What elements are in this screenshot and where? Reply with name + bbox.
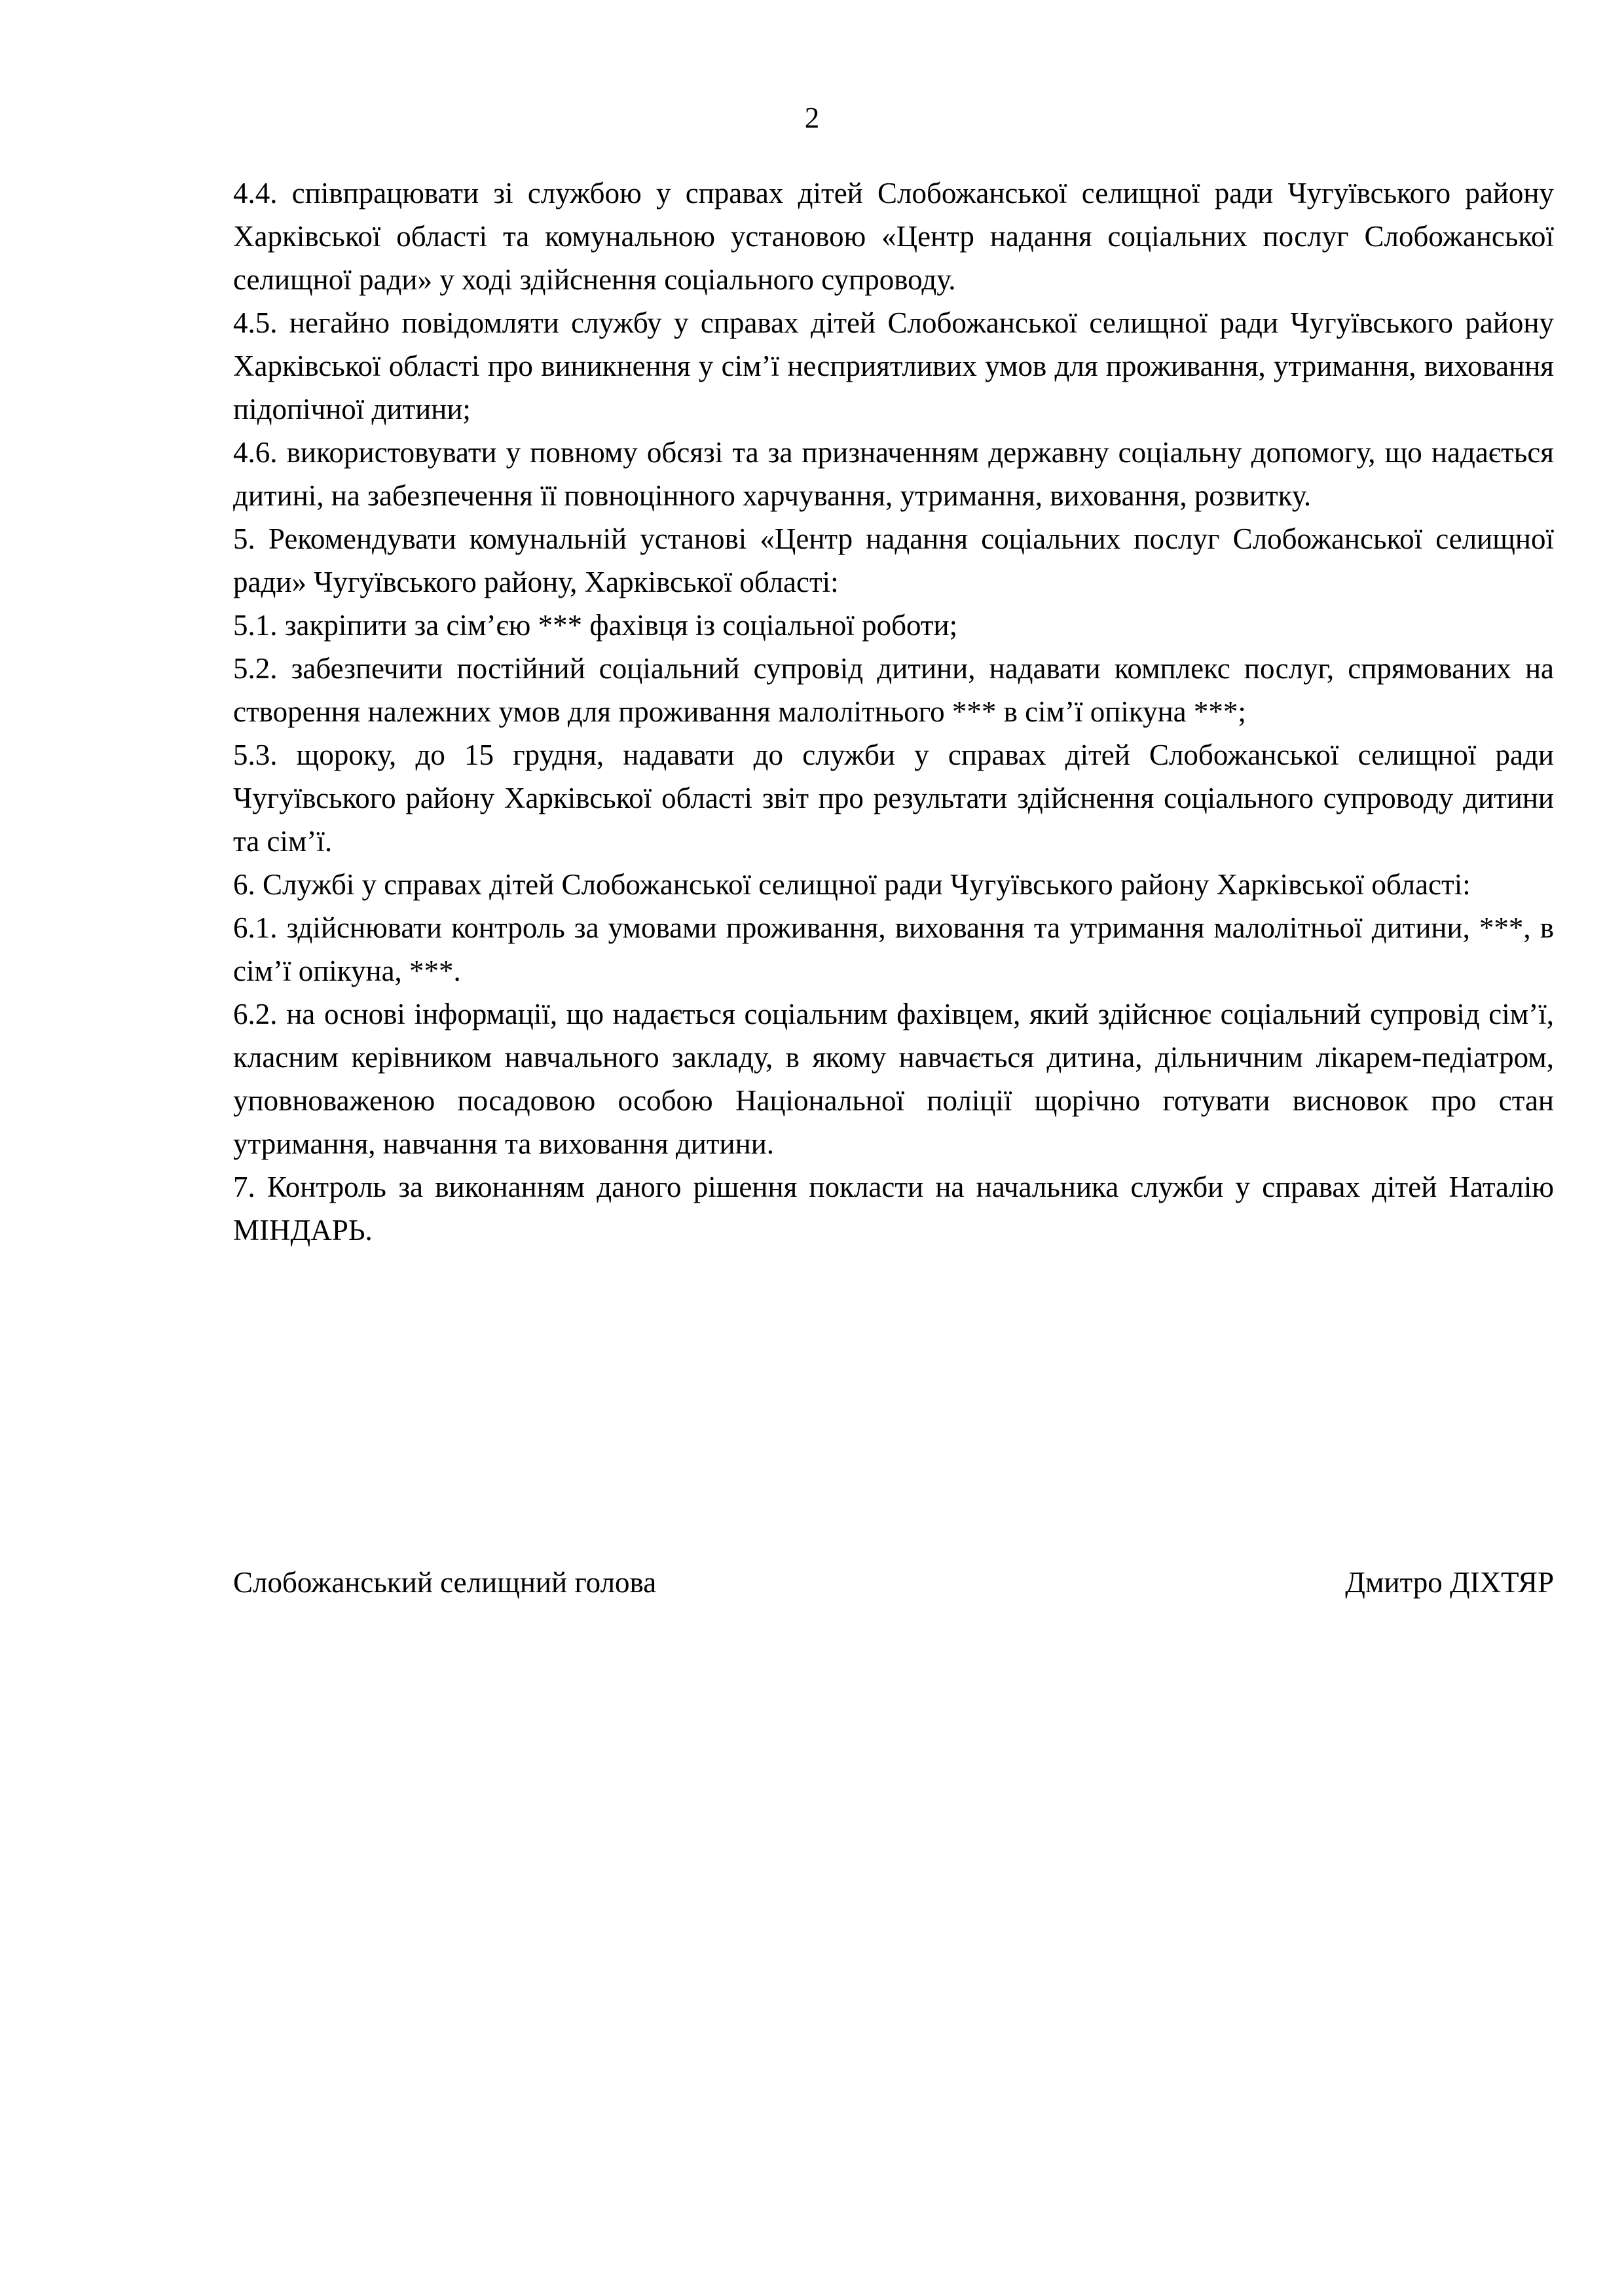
page-number: 2 [804, 101, 820, 134]
signatory-position: Слобожанський селищний голова [233, 1566, 657, 1599]
paragraph-6: 6. Службі у справах дітей Слобожанської селищної ради Чугуївського району Харківської області: [233, 868, 1471, 901]
paragraph-6-2: 6.2. на основі інформації, що надається соціальним фахівцем, який здійснює соціальний супровід сім’ї, класним керівником навчального закладу, в якому навчається дитина, дільничним лікарем-педіатром, уповноваженою посадовою особою Національної поліції щорічно готувати висновок про стан утримання, навчання та виховання дитини. [233, 998, 1554, 1160]
paragraph-5: 5. Рекомендувати комунальній установі «Центр надання соціальних послуг Слобожанської селищної ради» Чугуївського району, Харківської області: [233, 522, 1554, 598]
paragraph-4-4: 4.4. співпрацювати зі службою у справах дітей Слобожанської селищної ради Чугуївського району Харківської області та комунальною установою «Центр надання соціальних послуг Слобожанської селищної ради» у ході здійснення соціального супроводу. [233, 177, 1554, 296]
paragraph-4-5: 4.5. негайно повідомляти службу у справах дітей Слобожанської селищної ради Чугуївського району Харківської області про виникнення у сім’ї несприятливих умов для проживання, утримання, виховання підопічної дитини; [233, 306, 1554, 426]
signatory-name: Дмитро ДІХТЯР [1345, 1566, 1554, 1599]
paragraph-5-3: 5.3. щороку, до 15 грудня, надавати до служби у справах дітей Слобожанської селищної ради Чугуївського району Харківської області звіт про результати здійснення соціального супроводу дитини та сім’ї. [233, 738, 1554, 858]
paragraph-6-1: 6.1. здійснювати контроль за умовами проживання, виховання та утримання малолітньої дитини, ***, в сім’ї опікуна, ***. [233, 911, 1554, 987]
paragraph-5-2: 5.2. забезпечити постійний соціальний супровід дитини, надавати комплекс послуг, спрямованих на створення належних умов для проживання малолітнього *** в сім’ї опікуна ***; [233, 652, 1554, 728]
paragraph-7: 7. Контроль за виконанням даного рішення покласти на начальника служби у справах дітей Наталію МІНДАРЬ. [233, 1171, 1554, 1247]
paragraph-4-6: 4.6. використовувати у повному обсязі та за призначенням державну соціальну допомогу, що надається дитині, на забезпечення її повноцінного харчування, утримання, виховання, розвитку. [233, 436, 1554, 512]
signature-block [233, 1561, 1554, 1607]
paragraph-5-1: 5.1. закріпити за сім’єю *** фахівця із соціальної роботи; [233, 609, 958, 642]
document-body [233, 172, 1554, 1252]
